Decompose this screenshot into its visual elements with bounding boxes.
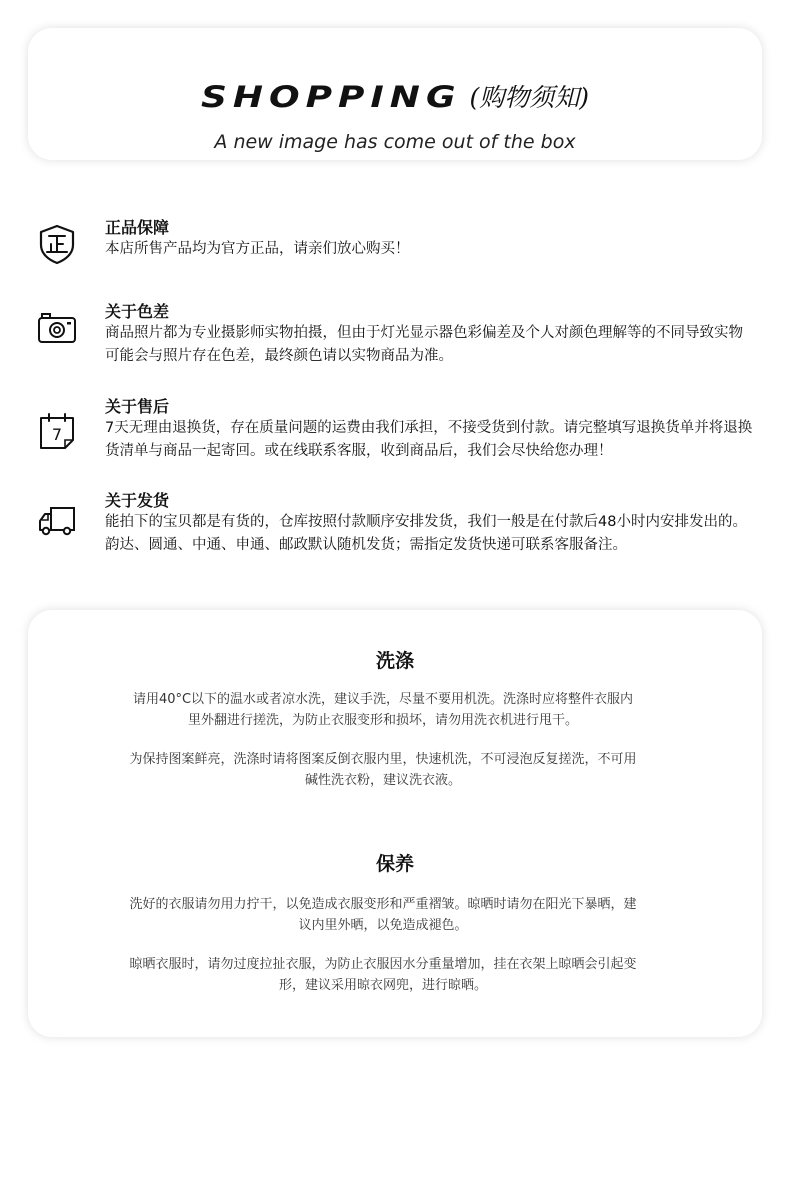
info-text: 本店所售产品均为官方正品，请亲们放心购买！ xyxy=(105,241,410,257)
maintenance-heading: 保养 xyxy=(375,853,414,875)
shield-zheng-icon xyxy=(36,223,78,265)
info-item-color xyxy=(0,301,790,371)
delivery-truck-icon xyxy=(36,500,78,542)
subtitle: A new image has come out of the box xyxy=(214,131,576,153)
info-item-aftersales xyxy=(0,396,790,466)
info-title: 关于发货 xyxy=(105,491,170,510)
info-title: 关于售后 xyxy=(105,397,170,416)
calendar-7-icon xyxy=(36,410,78,452)
washing-paragraph: 请用40°C以下的温水或者凉水洗，建议手洗，尽量不要用机洗。洗涤时应将整件衣服内里外翻进行搓洗，为防止衣服变形和损坏，请勿用洗衣机进行甩干。 xyxy=(132,692,634,728)
header-card xyxy=(28,28,762,160)
info-text: 能拍下的宝贝都是有货的，仓库按照付款顺序安排发货，我们一般是在付款后48小时内安排发出的。韵达、圆通、中通、申通、邮政默认随机发货；需指定发货快递可联系客服备注。 xyxy=(105,514,747,553)
maintenance-paragraph: 洗好的衣服请勿用力拧干，以免造成衣服变形和严重褶皱。晾晒时请勿在阳光下暴晒，建议内里外晒，以免造成褪色。 xyxy=(129,897,637,933)
info-text: 商品照片都为专业摄影师实物拍摄，但由于灯光显示器色彩偏差及个人对颜色理解等的不同导致实物可能会与照片存在色差，最终颜色请以实物商品为准。 xyxy=(105,325,743,364)
title-en: SHOPPING xyxy=(200,80,462,115)
maintenance-paragraph: 晾晒衣服时，请勿过度拉扯衣服，为防止衣服因水分重量增加，挂在衣架上晾晒会引起变形，建议采用晾衣网兜，进行晾晒。 xyxy=(129,957,637,993)
info-title: 关于色差 xyxy=(105,302,170,321)
info-title: 正品保障 xyxy=(105,218,170,237)
title-cn: (购物须知) xyxy=(469,83,590,112)
svg-text:7: 7 xyxy=(51,425,63,444)
info-text: 7天无理由退换货，存在质量问题的运费由我们承担，不接受货到付款。请完整填写退换货单并将退换货清单与商品一起寄回。或在线联系客服，收到商品后，我们会尽快给您办理！ xyxy=(105,420,753,459)
info-item-genuine xyxy=(0,217,790,277)
camera-icon xyxy=(36,307,78,349)
care-card xyxy=(28,610,762,1037)
washing-heading: 洗涤 xyxy=(375,650,414,672)
info-item-shipping xyxy=(0,490,790,560)
title-row xyxy=(28,78,762,118)
washing-paragraph: 为保持图案鲜亮，洗涤时请将图案反倒衣服内里，快速机洗，不可浸泡反复搓洗，不可用碱性洗衣粉，建议洗衣液。 xyxy=(129,752,637,788)
